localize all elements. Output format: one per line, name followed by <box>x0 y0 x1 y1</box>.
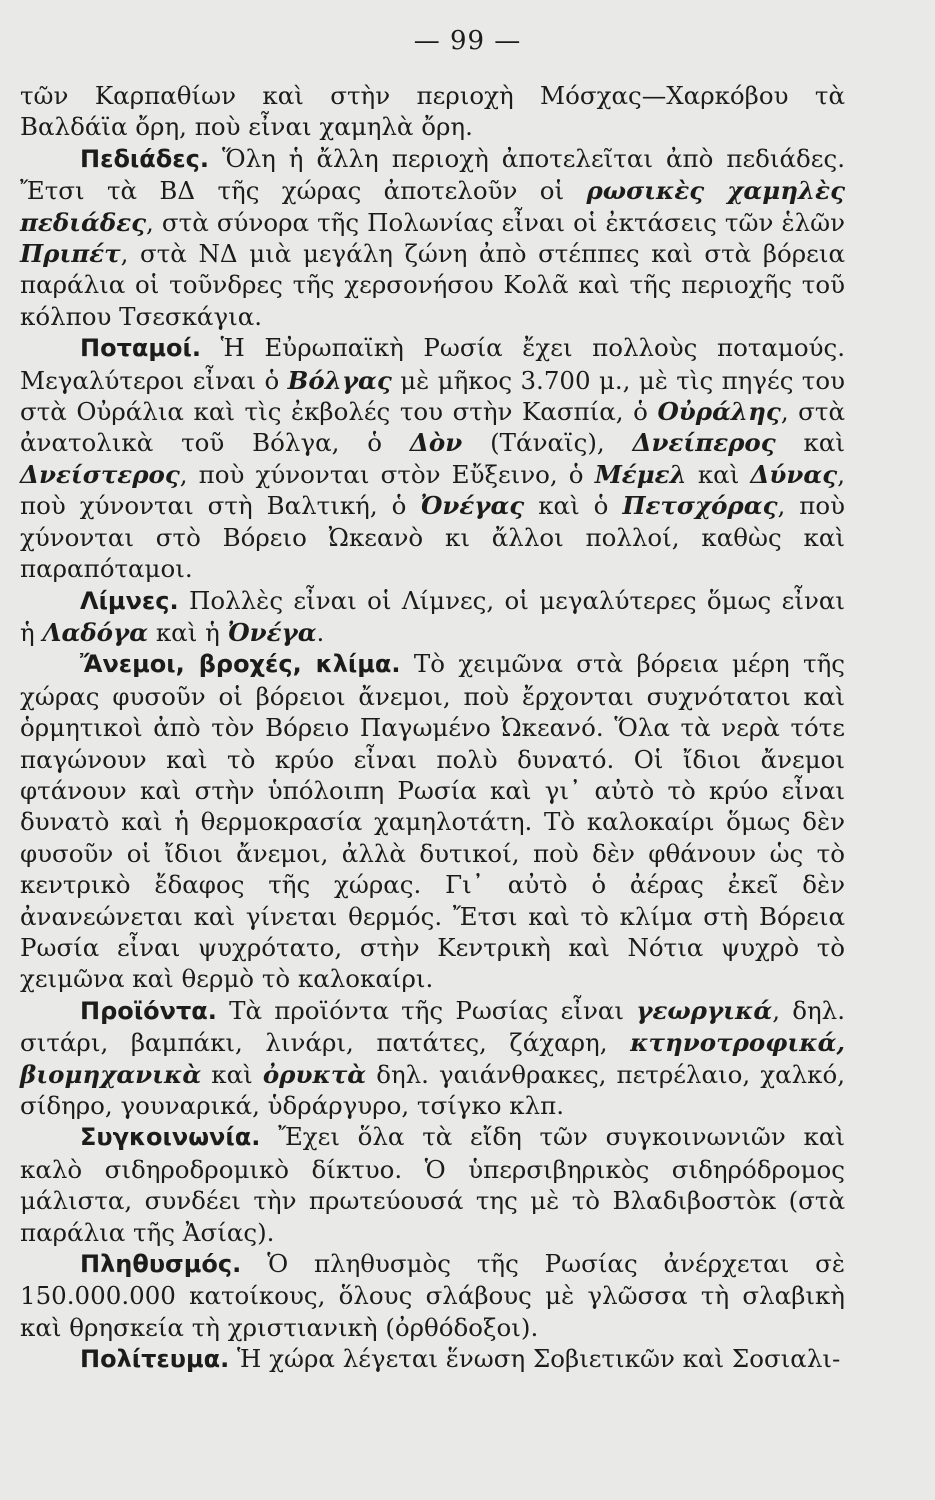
emphasis: Δνείστερος <box>20 459 180 489</box>
emphasis: Μέμελ <box>594 459 687 489</box>
heading-government: Πολίτευμα. <box>80 1345 230 1374</box>
heading-climate: Ἄνεμοι, βροχές, κλίμα. <box>80 650 401 679</box>
emphasis: Πετσχόρας <box>622 491 778 521</box>
emphasis: Δύνας <box>750 459 838 489</box>
paragraph-government: Πολίτευμα. Ἡ χώρα λέγεται ἕνωση Σοβιετικῶν καὶ Σοσιαλι- <box>80 1344 841 1374</box>
heading-rivers: Ποταμοί. <box>80 334 201 363</box>
paragraph-products: Προϊόντα. Τὰ προϊόντα τῆς Ρωσίας εἶναι γεωργικά, δηλ. σιτάρι, βαμπάκι, λινάρι, πατάτες, ζάχαρη, κτηνοτροφικά, βιομηχανικὰ καὶ ὀρυκτὰ δηλ. γαιάνθρακες, πετρέλαιο, χαλκό, σίδηρο, γουναρικά, ὑδράργυρο, τσίγκο κλπ. <box>20 995 845 1120</box>
emphasis: κτηνοτροφικά, βιομηχανικὰ <box>20 1028 845 1089</box>
emphasis: Δνείπερος <box>632 428 776 458</box>
emphasis: ὀρυκτὰ <box>262 1059 367 1089</box>
paragraph-rivers: Ποταμοί. Ἡ Εὐρωπαϊκὴ Ρωσία ἔχει πολλοὺς ποταμούς. Μεγαλύτεροι εἶναι ὁ Βόλγας μὲ μῆκος 3.700 μ., μὲ τὶς πηγές του στὰ Οὐράλια καὶ τὶς ἐκβολές του στὴν Κασπία, ὁ Οὐράλης, στὰ ἀνατολικὰ τοῦ Βόλγα, ὁ Δὸν (Τάναϊς), Δνείπερος καὶ Δνείστερος, ποὺ χύνονται στὸν Εὔξεινο, ὁ Μέμελ καὶ Δύνας, ποὺ χύνονται στὴ Βαλτική, ὁ Ὀνέγας καὶ ὁ Πετσχόρας, ποὺ χύνονται στὸ Βόρειο Ὠκεανὸ κι ἄλλοι πολλοί, καθὼς καὶ παραπόταμοι. <box>20 333 846 584</box>
paragraph-plains: Πεδιάδες. Ὅλη ἡ ἄλλη περιοχὴ ἀποτελεῖται ἀπὸ πεδιάδες. Ἔτσι τὰ ΒΔ τῆς χώρας ἀποτελοῦν οἱ ρωσικὲς χαμηλὲς πεδιάδες, στὰ σύνορα τῆς Πολωνίας εἶναι οἱ ἐκτάσεις τῶν ἑλῶν Πριπέτ, στὰ ΝΔ μιὰ μεγάλη ζώνη ἀπὸ στέππες καὶ στὰ βόρεια παράλια οἱ τοῦνδρες τῆς χερσονήσου Κολᾶ καὶ τῆς περιοχῆς τοῦ κόλπου Τσεσκάγια. <box>20 143 845 331</box>
paragraph-transport: Συγκοινωνία. Ἔχει ὅλα τὰ εἴδη τῶν συγκοινωνιῶν καὶ καλὸ σιδηροδρομικὸ δίκτυο. Ὁ ὑπερσιβηρικὸς σιδηρόδρομος μάλιστα, συνδέει τὴν πρωτεύουσά της μὲ τὸ Βλαδιβοστὸκ (στὰ παράλια τῆς Ἀσίας). <box>20 1122 845 1247</box>
emphasis: Δὸν <box>409 428 463 458</box>
emphasis: Λαδόγα <box>42 617 149 647</box>
heading-products: Προϊόντα. <box>80 996 217 1025</box>
paragraph-continuation: τῶν Καρπαθίων καὶ στὴν περιοχὴ Μόσχας—Χαρκόβου τὰ Βαλδάϊα ὄρη, ποὺ εἶναι χαμηλὰ ὄρη. <box>20 81 845 142</box>
heading-population: Πληθυσμός. <box>80 1250 242 1279</box>
page-number: — 99 — <box>413 26 522 56</box>
emphasis: Ὀνέγας <box>420 491 525 521</box>
emphasis: Πριπέτ <box>20 239 121 269</box>
paragraph-population: Πληθυσμός. Ὁ πληθυσμὸς τῆς Ρωσίας ἀνέρχεται σὲ 150.000.000 κατοίκους, ὅλους σλάβους μὲ γλῶσσα τὴ σλαβικὴ καὶ θρησκεία τὴ χριστιανικὴ (ὀρθόδοξοι). <box>20 1249 845 1342</box>
emphasis: Βόλγας <box>287 365 392 395</box>
body-text <box>20 80 845 1376</box>
paragraph-lakes: Λίμνες. Πολλὲς εἶναι οἱ Λίμνες, οἱ μεγαλύτερες ὅμως εἶναι ἡ Λαδόγα καὶ ἡ Ὀνέγα. <box>20 585 845 647</box>
emphasis: γεωργικά <box>636 995 773 1025</box>
heading-lakes: Λίμνες. <box>80 586 179 615</box>
heading-transport: Συγκοινωνία. <box>80 1123 261 1152</box>
emphasis: Ὀνέγα <box>227 617 317 647</box>
heading-plains: Πεδιάδες. <box>80 144 209 173</box>
paragraph-climate: Ἄνεμοι, βροχές, κλίμα. Τὸ χειμῶνα στὰ βόρεια μέρη τῆς χώρας φυσοῦν οἱ βόρειοι ἄνεμοι, ποὺ ἔρχονται συχνότατοι καὶ ὁρμητικοὶ ἀπὸ τὸν Βόρειο Παγωμένο Ὠκεανό. Ὅλα τὰ νερὰ τότε παγώνουν καὶ τὸ κρύο εἶναι πολὺ δυνατό. Οἱ ἴδιοι ἄνεμοι φτάνουν καὶ στὴν ὑπόλοιπη Ρωσία καὶ γι᾿ αὐτὸ τὸ κρύο εἶναι δυνατὸ καὶ ἡ θερμοκρασία χαμηλοτάτη. Τὸ καλοκαίρι ὅμως δὲν φυσοῦν οἱ ἴδιοι ἄνεμοι, ἀλλὰ δυτικοί, ποὺ δὲν φθάνουν ὡς τὸ κεντρικὸ ἔδαφος τῆς χώρας. Γι᾿ αὐτὸ ὁ ἀέρας ἐκεῖ δὲν ἀνανεώνεται καὶ γίνεται θερμός. Ἔτσι καὶ τὸ κλίμα στὴ Βόρεια Ρωσία εἶναι ψυχρότατο, στὴν Κεντρικὴ καὶ Νότια ψυχρὸ τὸ χειμῶνα καὶ θερμὸ τὸ καλοκαίρι. <box>20 649 845 994</box>
emphasis: ρωσικὲς χαμηλὲς πεδιάδες <box>20 176 845 237</box>
emphasis: Οὐράλης <box>657 397 781 427</box>
